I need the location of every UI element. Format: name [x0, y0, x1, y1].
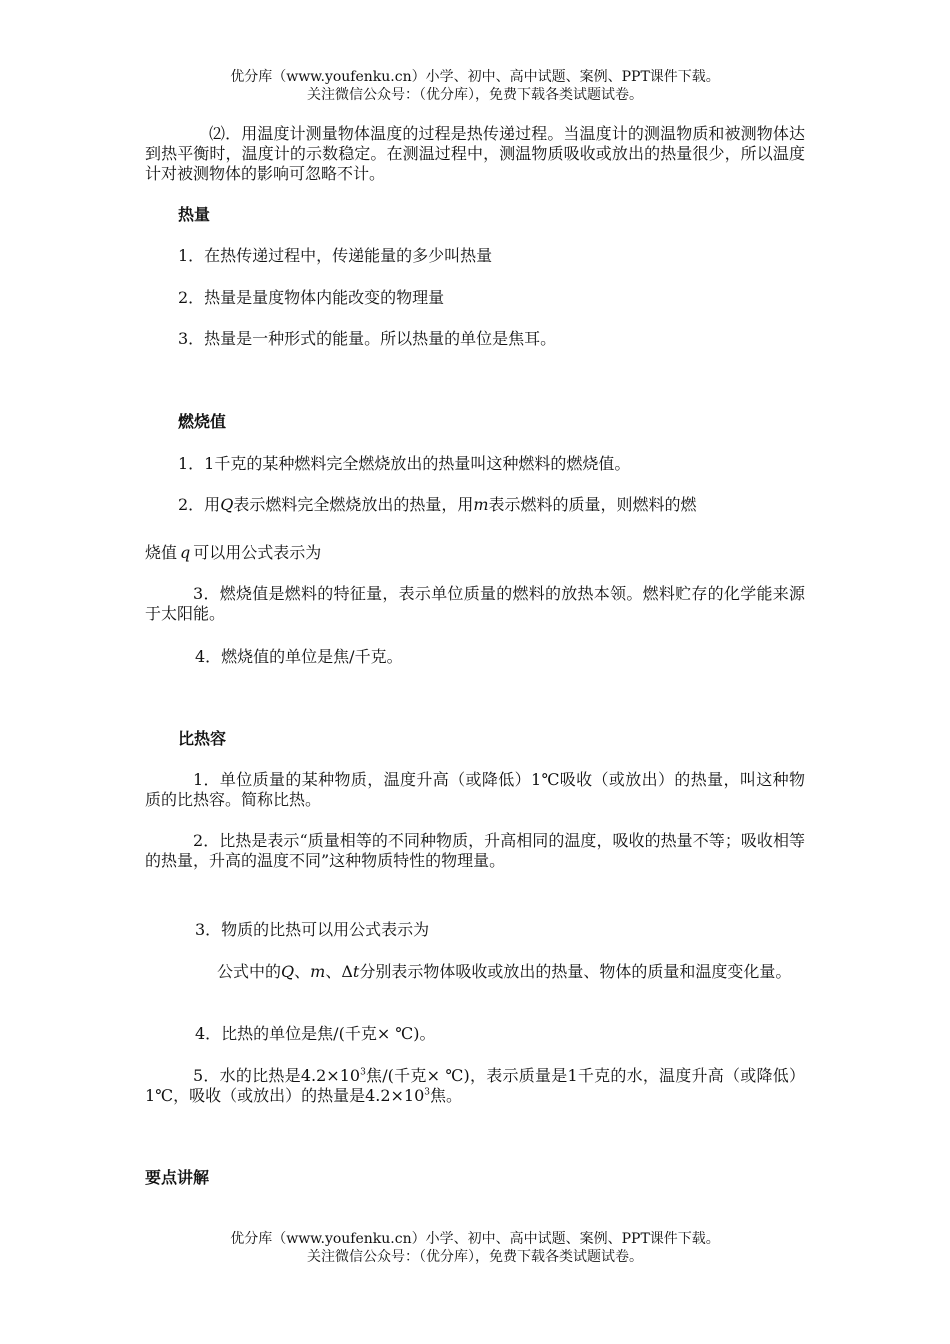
symbol-t: t	[352, 962, 360, 981]
combustion-item-1: 1．1千克的某种燃料完全燃烧放出的热量叫这种燃料的燃烧值。	[178, 454, 631, 473]
formula-note-text-a: 公式中的	[217, 962, 282, 981]
symbol-Q: Q	[281, 962, 295, 981]
combustion-item-2-cont	[145, 543, 321, 563]
specific-heat-item-4: 4．比热的单位是焦/(千克× ℃)。	[195, 1024, 436, 1043]
heat-heading: 热量	[178, 205, 211, 224]
symbol-m: m	[473, 495, 489, 514]
header-line-2: 关注微信公众号：（优分库），免费下载各类试题试卷。	[307, 87, 643, 103]
heat-item-1: 1．在热传递过程中，传递能量的多少叫热量	[178, 246, 493, 265]
combustion-item-2-text-e: 可以用公式表示为	[193, 543, 322, 562]
combustion-item-2-text-a: 2．用	[178, 495, 221, 514]
symbol-m: m	[310, 962, 326, 981]
formula-note-sep-2: 、Δ	[325, 962, 353, 981]
combustion-item-4: 4．燃烧值的单位是焦/千克。	[195, 647, 403, 666]
heat-item-3: 3．热量是一种形式的能量。所以热量的单位是焦耳。	[178, 329, 557, 348]
specific-heat-item-5	[145, 1066, 805, 1106]
header-line-1: 优分库（www.youfenku.cn）小学、初中、高中试题、案例、PPT课件下载。	[230, 69, 720, 85]
specific-heat-heading: 比热容	[178, 729, 227, 748]
specific-heat-formula-note	[145, 962, 805, 982]
item-5-text-c: 焦。	[430, 1086, 463, 1105]
item-5-text-a: 5．水的比热是4.2×10	[193, 1066, 361, 1085]
key-points-heading: 要点讲解	[145, 1168, 210, 1187]
footer-line-1: 优分库（www.youfenku.cn）小学、初中、高中试题、案例、PPT课件下载。	[230, 1231, 720, 1247]
combustion-item-2-text-c: 表示燃料的质量，则燃料的燃	[488, 495, 697, 514]
formula-note-text-b: 分别表示物体吸收或放出的热量、物体的质量和温度变化量。	[359, 962, 792, 981]
specific-heat-item-2: 2．比热是表示“质量相等的不同种物质，升高相同的温度，吸收的热量不等；吸收相等的热量，升高的温度不同”这种物质特性的物理量。	[145, 831, 805, 870]
formula-note-sep-1: 、	[294, 962, 311, 981]
combustion-heading: 燃烧值	[178, 412, 227, 431]
combustion-item-2-text-b: 表示燃料完全燃烧放出的热量，用	[233, 495, 474, 514]
symbol-Q: Q	[220, 495, 234, 514]
exponent-1: 3	[360, 1067, 366, 1078]
specific-heat-item-1: 1．单位质量的某种物质，温度升高（或降低）1℃吸收（或放出）的热量，叫这种物质的比热容。简称比热。	[145, 770, 805, 809]
heat-item-2: 2．热量是量度物体内能改变的物理量	[178, 288, 445, 307]
combustion-item-2	[178, 495, 798, 515]
combustion-item-3: 3．燃烧值是燃料的特征量，表示单位质量的燃料的放热本领。燃料贮存的化学能来源于太阳能。	[145, 584, 805, 623]
combustion-item-2-text-d: 烧值	[145, 543, 178, 562]
item-5-text-b: 焦/(千克× ℃)，表示质量是1千克的水，温度升高（或降低）1℃，吸收（或放出）的热量是4.2×10	[145, 1066, 805, 1105]
footer-line-2: 关注微信公众号：（优分库），免费下载各类试题试卷。	[307, 1249, 643, 1265]
specific-heat-item-3: 3．物质的比热可以用公式表示为	[195, 920, 430, 939]
exponent-2: 3	[424, 1087, 431, 1098]
intro-paragraph: ⑵．用温度计测量物体温度的过程是热传递过程。当温度计的测温物质和被测物体达到热平衡时，温度计的示数稳定。在测温过程中，测温物质吸收或放出的热量很少，所以温度计对被测物体的影响可忽略不计。	[145, 124, 805, 183]
symbol-q: q	[180, 543, 191, 562]
